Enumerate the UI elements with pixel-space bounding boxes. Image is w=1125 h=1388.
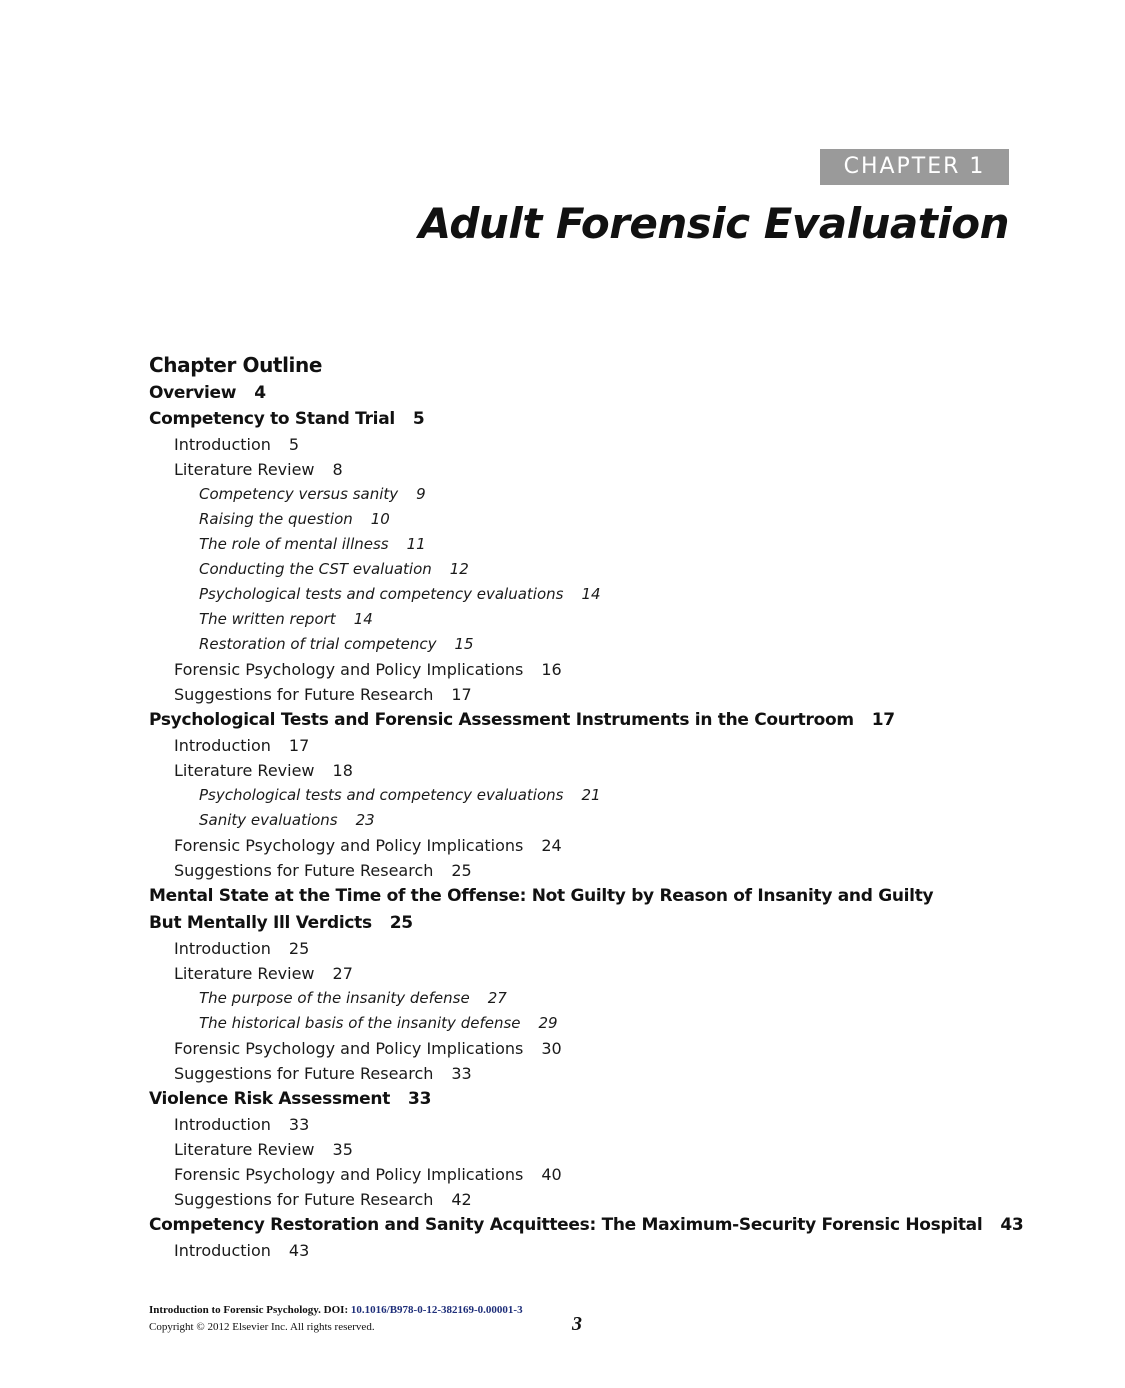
outline-entry[interactable] (149, 557, 1049, 582)
chapter-title: Adult Forensic Evaluation (418, 199, 1009, 248)
outline-entry[interactable] (149, 1137, 1049, 1162)
outline-entry[interactable] (149, 1086, 1049, 1112)
outline-entry-title: Forensic Psychology and Policy Implications (174, 836, 524, 855)
outline-entry-title: Conducting the CST evaluation (199, 560, 432, 578)
outline-entry[interactable] (149, 1212, 1049, 1238)
outline-entry-page: 10 (370, 510, 390, 528)
outline-entry[interactable] (149, 380, 1049, 406)
outline-entry-title: Suggestions for Future Research (174, 1190, 434, 1209)
outline-entry-page: 15 (454, 635, 474, 653)
outline-entry-title: Introduction (174, 1241, 271, 1260)
outline-entry-page: 42 (451, 1190, 472, 1209)
outline-entry-title: Literature Review (174, 1140, 315, 1159)
outline-entry-page: 16 (541, 660, 562, 679)
outline-entry-page: 25 (451, 861, 472, 880)
outline-entry[interactable] (149, 406, 1049, 432)
outline-entry[interactable] (149, 532, 1049, 557)
outline-entry-title: Sanity evaluations (199, 811, 338, 829)
outline-heading: Chapter Outline (149, 353, 322, 377)
outline-entry-title: Literature Review (174, 460, 315, 479)
outline-entry-page: 5 (412, 409, 425, 429)
outline-entry-page: 5 (288, 435, 300, 454)
footer-copyright: Copyright © 2012 Elsevier Inc. All rights reserved. (149, 1321, 375, 1333)
outline-entry-title: Suggestions for Future Research (174, 861, 434, 880)
outline-entry-page: 23 (355, 811, 375, 829)
outline-entry[interactable] (149, 482, 1049, 507)
outline-entry[interactable] (149, 833, 1049, 858)
outline-entry[interactable] (149, 808, 1049, 833)
outline-entry[interactable] (149, 1061, 1049, 1086)
outline-entry[interactable] (149, 783, 1049, 808)
outline-entry-title: The purpose of the insanity defense (199, 989, 470, 1007)
outline-entry[interactable] (149, 432, 1049, 457)
outline-entry[interactable] (149, 1162, 1049, 1187)
outline-entry-title: The historical basis of the insanity defense (199, 1014, 521, 1032)
outline-entry-page: 43 (288, 1241, 310, 1260)
outline-entry-title: Competency versus sanity (199, 485, 399, 503)
chapter-outline-list (149, 380, 1049, 1263)
outline-entry[interactable] (149, 1011, 1049, 1036)
outline-entry-title: Introduction (174, 1115, 271, 1134)
outline-entry-page: 27 (487, 989, 507, 1007)
outline-entry-title: Forensic Psychology and Policy Implications (174, 1165, 524, 1184)
outline-entry-title: Competency Restoration and Sanity Acquittees: The Maximum-Security Forensic Hospital (149, 1215, 983, 1235)
outline-entry[interactable] (149, 961, 1049, 986)
outline-entry-page: 24 (541, 836, 562, 855)
outline-entry-title: Violence Risk Assessment (149, 1089, 391, 1109)
page-number: 3 (572, 1313, 582, 1335)
outline-entry-page: 25 (288, 939, 310, 958)
outline-entry[interactable] (149, 582, 1049, 607)
outline-entry-title: The role of mental illness (199, 535, 389, 553)
outline-entry[interactable] (149, 910, 1049, 936)
outline-entry-title: Competency to Stand Trial (149, 409, 395, 429)
outline-entry-title: Restoration of trial competency (199, 635, 437, 653)
outline-entry-title: Introduction (174, 939, 271, 958)
outline-entry-title: Overview (149, 383, 237, 403)
outline-entry-title: Psychological tests and competency evaluations (199, 585, 564, 603)
footer-book-line (149, 1302, 523, 1319)
outline-entry-page: 40 (541, 1165, 562, 1184)
outline-entry[interactable] (149, 883, 1049, 910)
outline-entry-title: But Mentally Ill Verdicts (149, 913, 372, 933)
outline-entry-page: 33 (451, 1064, 472, 1083)
outline-entry[interactable] (149, 607, 1049, 632)
footer (149, 1302, 523, 1336)
outline-entry[interactable] (149, 858, 1049, 883)
outline-entry-page: 9 (416, 485, 426, 503)
outline-entry-page: 11 (406, 535, 426, 553)
outline-entry-title: Forensic Psychology and Policy Implications (174, 1039, 524, 1058)
outline-entry-title: Introduction (174, 435, 271, 454)
outline-entry-page: 14 (353, 610, 373, 628)
outline-entry-title: Forensic Psychology and Policy Implications (174, 660, 524, 679)
outline-entry-title: Introduction (174, 736, 271, 755)
outline-entry[interactable] (149, 1036, 1049, 1061)
outline-entry-title: Psychological Tests and Forensic Assessment Instruments in the Courtroom (149, 710, 854, 730)
outline-entry[interactable] (149, 758, 1049, 783)
outline-entry-page: 30 (541, 1039, 562, 1058)
outline-entry-page: 29 (538, 1014, 558, 1032)
outline-entry-title: The written report (199, 610, 336, 628)
outline-entry-page: 17 (288, 736, 310, 755)
outline-entry[interactable] (149, 657, 1049, 682)
outline-entry-title: Raising the question (199, 510, 353, 528)
outline-entry-title: Mental State at the Time of the Offense: Not Guilty by Reason of Insanity and Guilty (149, 886, 934, 906)
outline-entry-page: 33 (288, 1115, 310, 1134)
outline-entry[interactable] (149, 1112, 1049, 1137)
outline-entry-page: 27 (332, 964, 353, 983)
outline-entry-page: 43 (1000, 1215, 1024, 1235)
outline-entry[interactable] (149, 986, 1049, 1011)
footer-book-title: Introduction to Forensic Psychology. DOI: (149, 1304, 351, 1316)
outline-entry[interactable] (149, 457, 1049, 482)
outline-entry-title: Suggestions for Future Research (174, 685, 434, 704)
outline-entry[interactable] (149, 733, 1049, 758)
outline-entry-page: 35 (332, 1140, 353, 1159)
outline-entry[interactable] (149, 632, 1049, 657)
outline-entry-page: 21 (581, 786, 601, 804)
outline-entry-page: 4 (254, 383, 266, 403)
outline-entry-title: Literature Review (174, 964, 315, 983)
outline-entry-page: 14 (581, 585, 601, 603)
outline-entry-title: Literature Review (174, 761, 315, 780)
outline-entry-title: Suggestions for Future Research (174, 1064, 434, 1083)
outline-entry[interactable] (149, 707, 1049, 733)
outline-entry-page: 8 (332, 460, 343, 479)
outline-entry-page: 33 (408, 1089, 432, 1109)
doi-link[interactable]: 10.1016/B978-0-12-382169-0.00001-3 (350, 1304, 523, 1316)
outline-entry-page: 12 (449, 560, 469, 578)
outline-entry-page: 25 (389, 913, 413, 933)
outline-entry-page: 18 (332, 761, 353, 780)
chapter-label: CHAPTER 1 (820, 149, 1009, 185)
outline-entry[interactable] (149, 1238, 1049, 1263)
outline-entry[interactable] (149, 936, 1049, 961)
outline-entry-title: Psychological tests and competency evaluations (199, 786, 564, 804)
outline-entry-page: 17 (871, 710, 895, 730)
outline-entry-page: 17 (451, 685, 472, 704)
outline-entry[interactable] (149, 1187, 1049, 1212)
outline-entry[interactable] (149, 507, 1049, 532)
outline-entry[interactable] (149, 682, 1049, 707)
